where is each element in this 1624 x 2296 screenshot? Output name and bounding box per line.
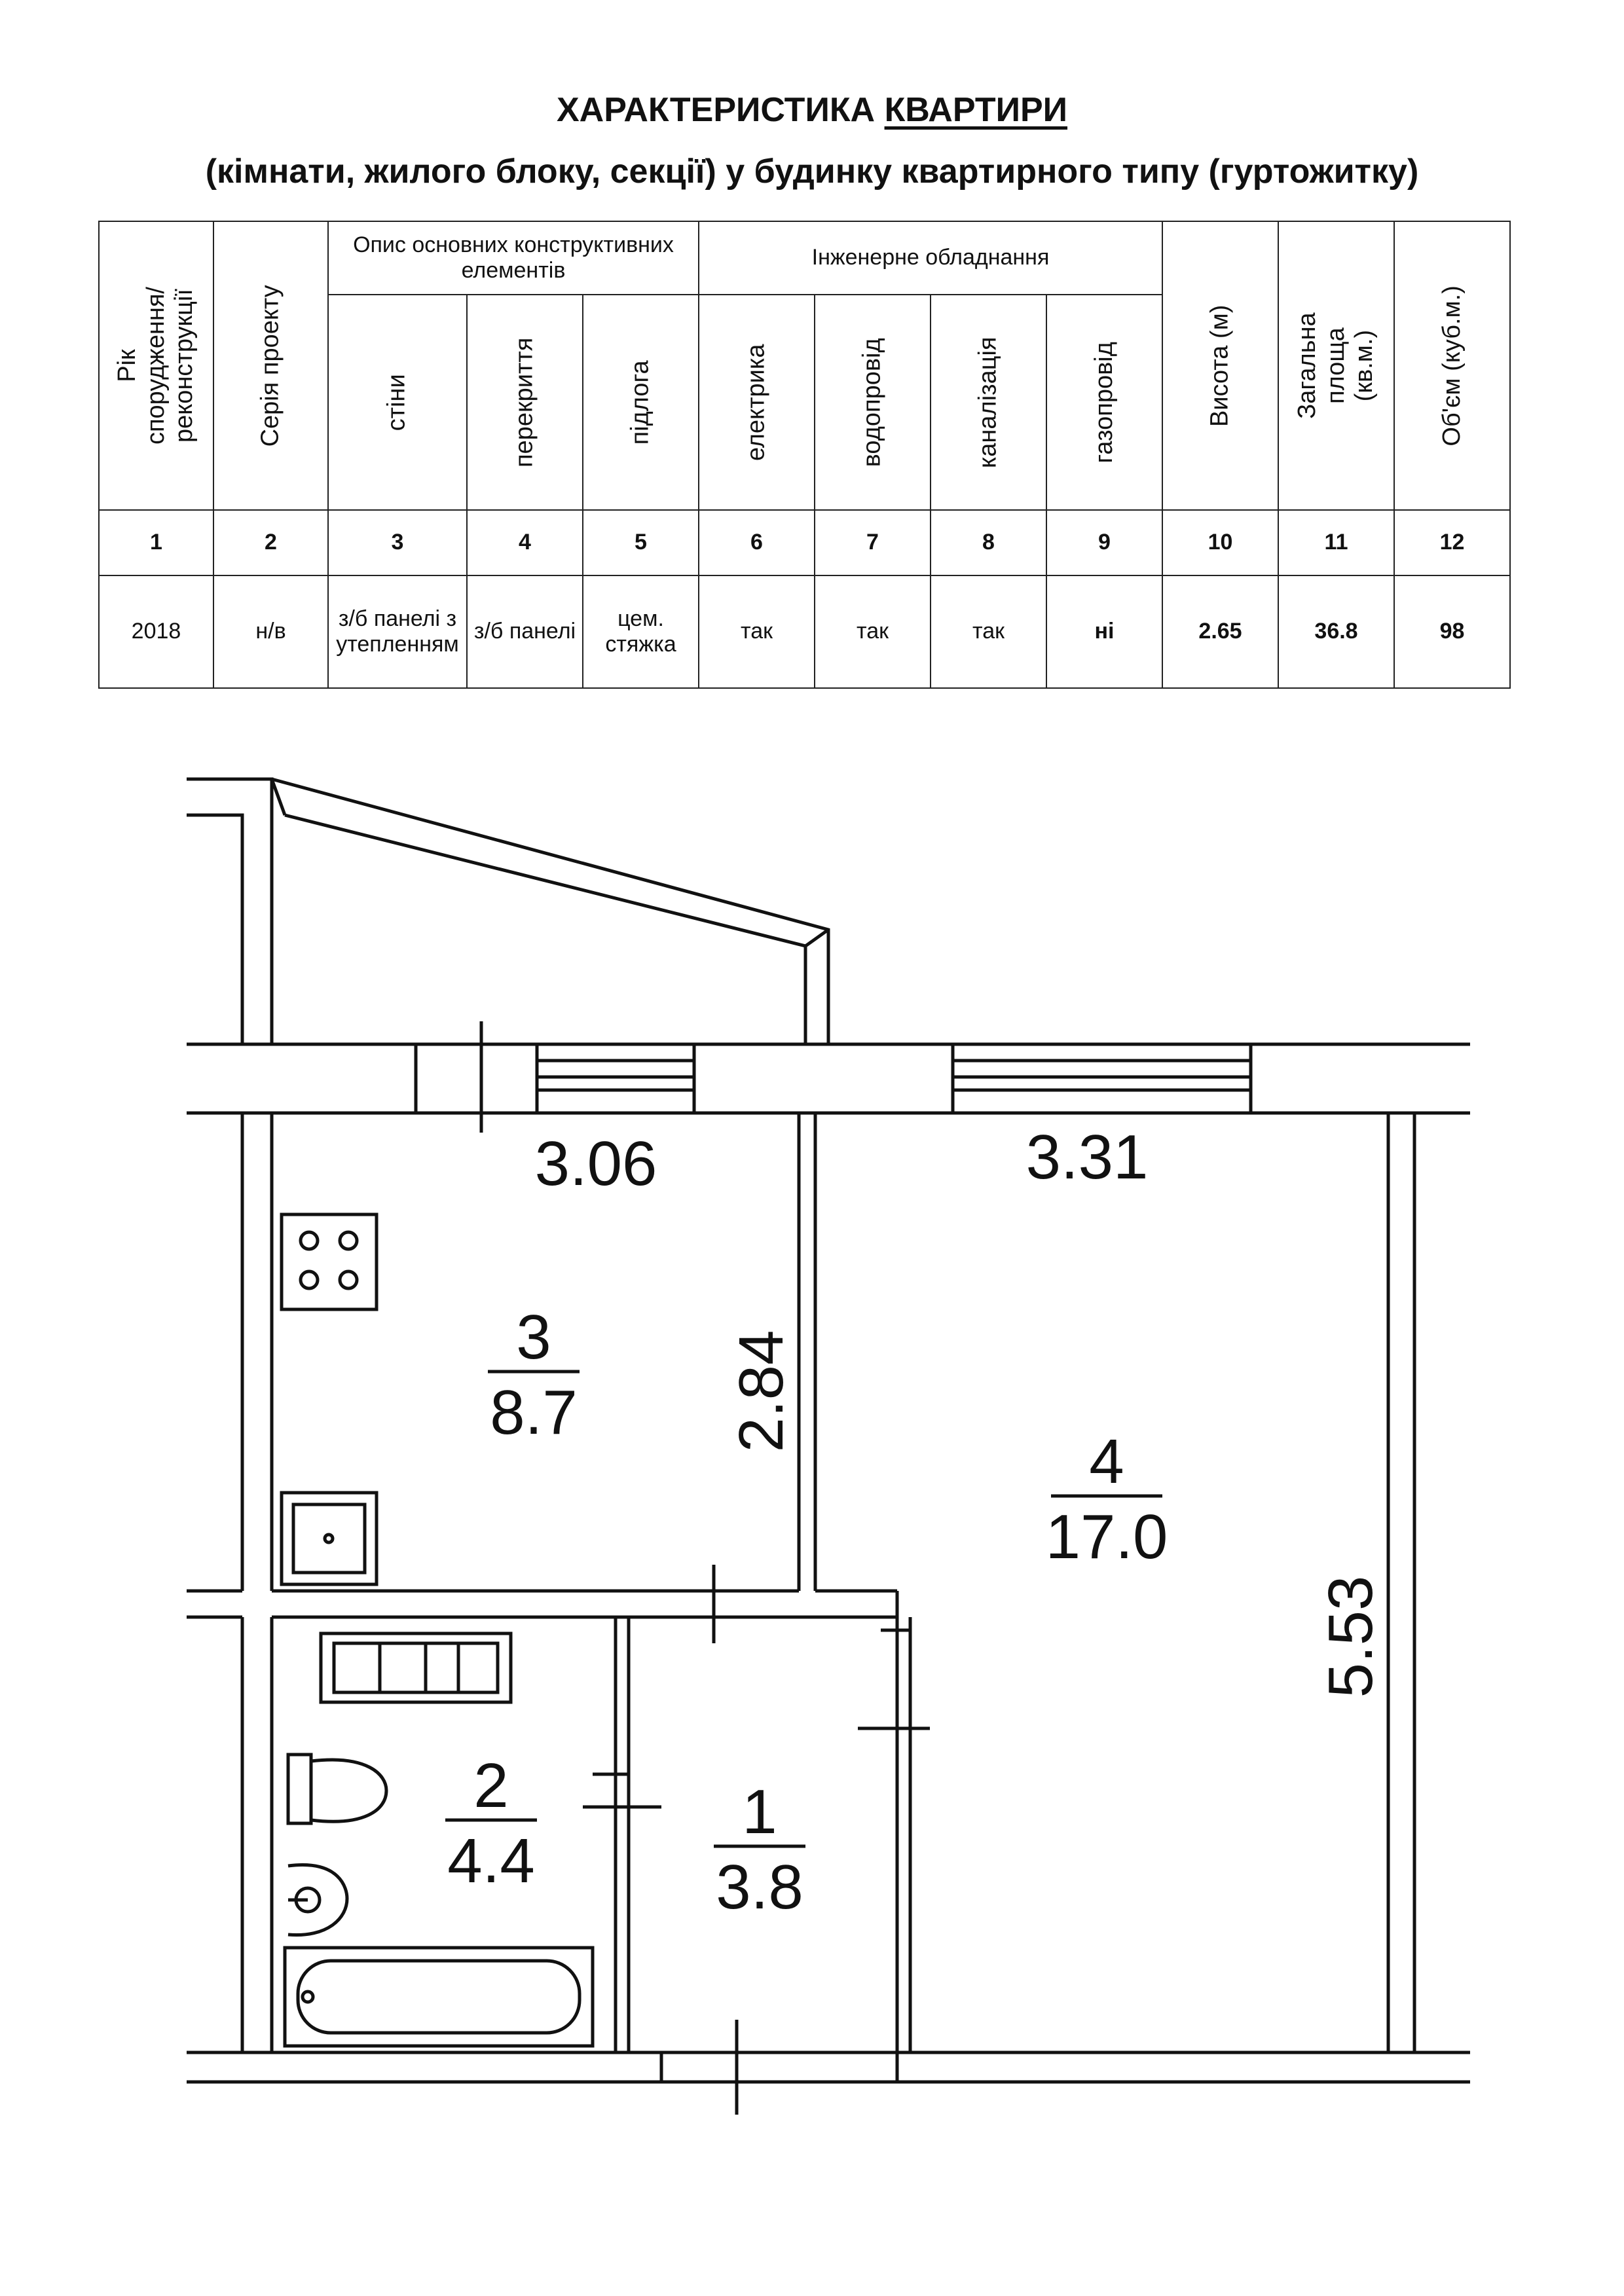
right-wall xyxy=(1388,1113,1414,2052)
room-area: 4.4 xyxy=(447,1826,535,1896)
header-series: Серія проекту xyxy=(213,221,328,510)
header-walls: стіни xyxy=(328,295,467,510)
header-water: водопровід xyxy=(815,295,931,510)
header-gas: газопровід xyxy=(1046,295,1162,510)
col-num: 1 xyxy=(99,510,213,575)
value-series: н/в xyxy=(213,575,328,688)
left-wall xyxy=(187,1113,272,2052)
dim-room-width: 3.31 xyxy=(1025,1122,1149,1192)
plan-labels xyxy=(445,1122,1386,1922)
value-floor: цем. стяжка xyxy=(583,575,699,688)
title-underlined: КВАРТИРИ xyxy=(884,91,1068,129)
value-floors-ceiling: з/б панелі xyxy=(467,575,583,688)
room-number: 4 xyxy=(1089,1427,1124,1497)
col-num: 4 xyxy=(467,510,583,575)
value-volume: 98 xyxy=(1394,575,1510,688)
header-group-engineering: Інженерне обладнання xyxy=(699,221,1162,295)
room-area: 8.7 xyxy=(490,1377,578,1448)
dim-kitchen-depth: 2.84 xyxy=(726,1330,796,1453)
header-floor: підлога xyxy=(583,295,699,510)
value-area: 36.8 xyxy=(1278,575,1394,688)
value-year: 2018 xyxy=(99,575,213,688)
col-num: 2 xyxy=(213,510,328,575)
value-sewer: так xyxy=(931,575,1046,688)
col-num: 10 xyxy=(1162,510,1278,575)
col-num: 3 xyxy=(328,510,467,575)
value-water: так xyxy=(815,575,931,688)
washbasin-icon xyxy=(288,1865,347,1935)
value-height: 2.65 xyxy=(1162,575,1278,688)
header-floors-ceiling: перекриття xyxy=(467,295,583,510)
title-prefix: ХАРАКТЕРИСТИКА xyxy=(556,91,885,129)
col-num: 7 xyxy=(815,510,931,575)
kitchen-window xyxy=(481,1021,694,1133)
stove-icon xyxy=(282,1214,377,1309)
balcony xyxy=(187,779,828,1044)
header-volume: Об'єм (куб.м.) xyxy=(1394,221,1510,510)
document-subtitle: (кімнати, жилого блоку, секції) у будинку квартирного типу (гуртожитку) xyxy=(205,153,1419,191)
facade-wall xyxy=(187,1044,1470,1113)
value-electric: так xyxy=(699,575,815,688)
toilet-icon xyxy=(288,1755,386,1823)
room-area: 17.0 xyxy=(1045,1502,1168,1572)
header-group-constructive: Опис основних конструктивних елементів xyxy=(328,221,699,295)
value-gas: ні xyxy=(1046,575,1162,688)
header-sewer: каналізація xyxy=(931,295,1046,510)
room-area: 3.8 xyxy=(716,1852,803,1922)
dim-room-depth: 5.53 xyxy=(1316,1575,1386,1698)
dim-kitchen-width: 3.06 xyxy=(534,1129,657,1199)
room-window xyxy=(953,1044,1251,1113)
room-number: 1 xyxy=(742,1777,777,1847)
col-num: 12 xyxy=(1394,510,1510,575)
col-num: 11 xyxy=(1278,510,1394,575)
bathtub-icon xyxy=(285,1948,593,2046)
header-height: Висота (м) xyxy=(1162,221,1278,510)
header-year: Рік спорудження/ реконструкції xyxy=(99,221,213,510)
kitchen-sink-icon xyxy=(282,1493,377,1584)
cabinet-icon xyxy=(321,1633,511,1702)
header-electric: електрика xyxy=(699,295,815,510)
col-num: 9 xyxy=(1046,510,1162,575)
header-area: Загальна площа (кв.м.) xyxy=(1278,221,1394,510)
room-number: 3 xyxy=(516,1302,551,1372)
col-num: 8 xyxy=(931,510,1046,575)
col-num: 5 xyxy=(583,510,699,575)
col-num: 6 xyxy=(699,510,815,575)
value-walls: з/б панелі з утепленням xyxy=(328,575,467,688)
room-number: 2 xyxy=(473,1751,509,1821)
